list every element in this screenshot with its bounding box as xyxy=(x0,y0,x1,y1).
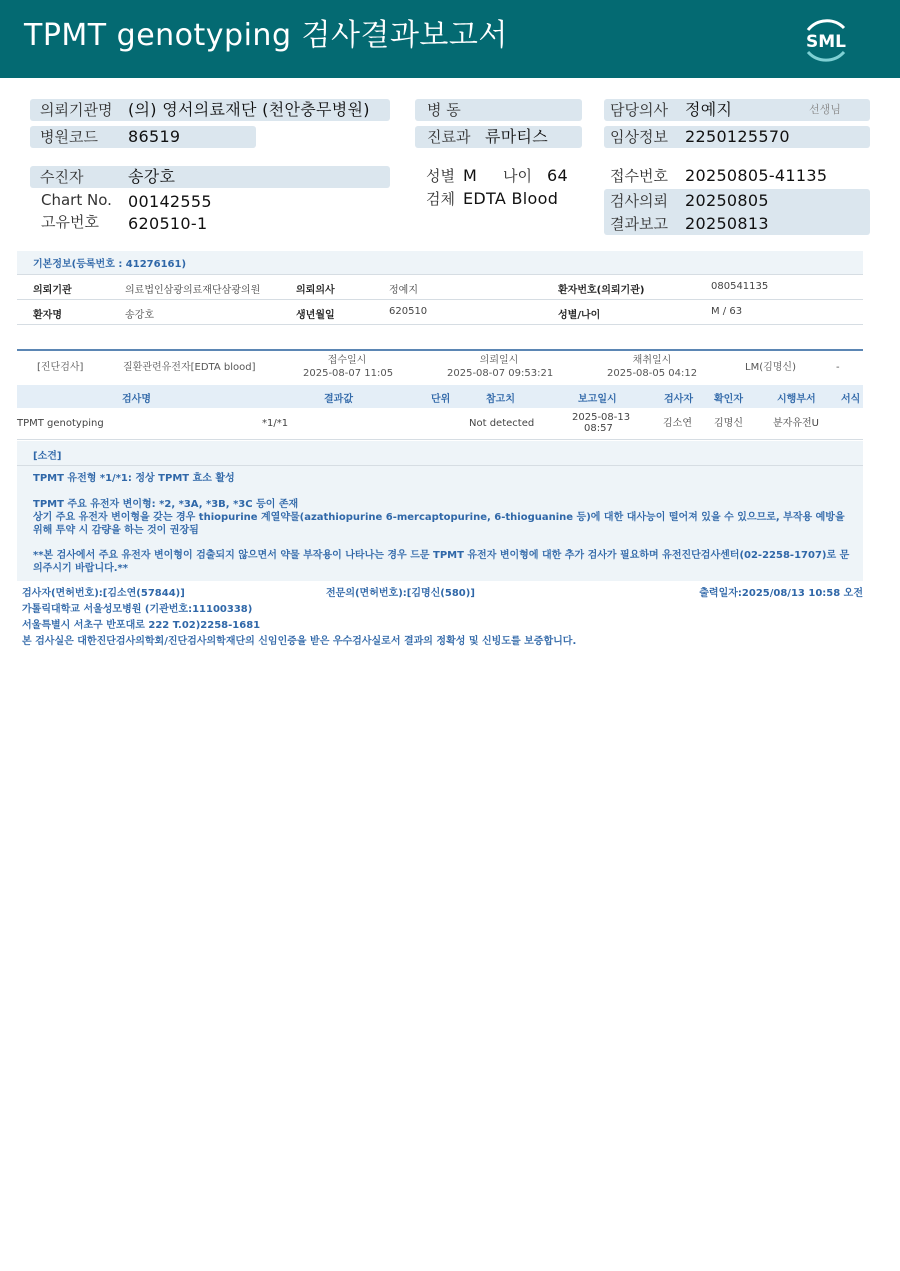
doctor-value: 정예지 xyxy=(685,100,733,119)
hospital-code-label: 병원코드 xyxy=(40,128,98,146)
patient-no-cell: 080541135 xyxy=(711,281,769,292)
age-label: 나이 xyxy=(503,167,532,185)
birth-key: 생년월일 xyxy=(296,310,335,321)
order-category: [진단검사] xyxy=(37,362,84,373)
reception-value: 20250805-41135 xyxy=(685,166,828,185)
col-report-date: 보고일시 xyxy=(578,394,617,405)
row-result: *1/*1 xyxy=(262,418,289,429)
dept-value: 류마티스 xyxy=(485,127,549,146)
patient-name-value: 송강호 xyxy=(128,167,176,186)
requested-value: 2025-08-07 09:53:21 xyxy=(447,368,554,379)
doctor-label: 담당의사 xyxy=(610,101,668,119)
basic-info-heading-bar xyxy=(17,251,863,274)
sex-label: 성별 xyxy=(426,167,455,185)
col-tester: 검사자 xyxy=(664,394,693,405)
remarks-variants: TPMT 주요 유전자 변이형: *2, *3A, *3B, *3C 등이 존재 xyxy=(33,499,299,510)
clinical-value: 2250125570 xyxy=(685,127,790,146)
remarks-genotype: TPMT 유전형 *1/*1: 정상 TPMT 효소 활성 xyxy=(33,473,235,484)
institution-value: (의) 영서의료재단 (천안충무병원) xyxy=(128,100,370,119)
basic-info-table xyxy=(17,251,863,325)
sex-age-key: 성별/나이 xyxy=(558,310,601,321)
patient-name-field xyxy=(30,166,390,188)
collected-value: 2025-08-05 04:12 xyxy=(607,368,698,379)
col-result: 결과값 xyxy=(324,394,353,405)
row-test-name: TPMT genotyping xyxy=(17,418,104,429)
sex-age-cell: M / 63 xyxy=(711,306,743,317)
patient-name-key: 환자명 xyxy=(33,310,62,321)
remarks-heading-bar xyxy=(17,441,863,466)
hospital-code-field xyxy=(30,126,256,148)
row-report-time: 08:57 xyxy=(584,423,613,434)
institution-field xyxy=(30,99,390,121)
remarks-heading: [소견] xyxy=(33,451,62,462)
hospital-address: 서울특별시 서초구 반포대로 222 T.02)2258-1681 xyxy=(22,620,261,631)
dash-value: - xyxy=(836,362,840,373)
basic-info-heading: 기본정보(등록번호 : 41276161) xyxy=(33,259,187,270)
remarks-section xyxy=(17,441,863,581)
table-row xyxy=(17,408,863,440)
unique-no-label: 고유번호 xyxy=(41,213,99,231)
specimen-value: EDTA Blood xyxy=(463,189,559,208)
patient-no-key: 환자번호(의뢰기관) xyxy=(558,285,645,296)
col-confirmer: 확인자 xyxy=(714,394,743,405)
certification-note: 본 검사실은 대한진단검사의학회/진단검사의학재단의 신임인증을 받은 우수검사실로서 결과의 정확성 및 신빙도를 보증합니다. xyxy=(22,636,577,647)
tester-license: 검사자(면허번호):[김소연(57844)] xyxy=(22,588,185,599)
clinical-field xyxy=(604,126,870,148)
clinical-label: 임상정보 xyxy=(610,128,668,146)
dept-label: 진료과 xyxy=(427,128,471,146)
col-unit: 단위 xyxy=(431,394,451,405)
lm-value: LM(김명신) xyxy=(745,362,796,373)
result-table-header xyxy=(17,385,863,408)
sml-logo-icon xyxy=(798,12,854,68)
received-value: 2025-08-07 11:05 xyxy=(303,368,394,379)
chart-no-value: 00142555 xyxy=(128,192,212,211)
remarks-followup: **본 검사에서 주요 유전자 변이형이 검출되지 않으면서 약물 부작용이 나타나는 경우 드문 TPMT 유전자 변이형에 대한 추가 검사가 필요하며 유전진단검사센터(02-2258-1707)로 문의주시기 바랍니다.** xyxy=(33,550,850,574)
age-value: 64 xyxy=(547,166,568,185)
hospital-info: 가톨릭대학교 서울성모병원 (기관번호:11100338) xyxy=(22,604,253,615)
row-report-date: 2025-08-13 xyxy=(572,412,631,423)
institution-cell: 의료법인삼광의료재단삼광의원 xyxy=(125,285,261,296)
col-department: 시행부서 xyxy=(777,394,816,405)
request-value: 20250805 xyxy=(685,191,769,210)
ward-label: 병 동 xyxy=(427,101,461,119)
order-row xyxy=(17,351,863,385)
doctor-key: 의뢰의사 xyxy=(296,285,335,296)
patient-name-cell: 송강호 xyxy=(125,310,154,321)
doctor-field xyxy=(604,99,870,121)
institution-label: 의뢰기관명 xyxy=(40,101,113,119)
row-tester: 김소연 xyxy=(663,418,692,429)
order-test-group: 질환관련유전자[EDTA blood] xyxy=(123,362,256,373)
sex-value: M xyxy=(463,166,478,185)
specimen-label: 검체 xyxy=(426,190,455,208)
reception-label: 접수번호 xyxy=(610,167,668,185)
patient-name-label: 수진자 xyxy=(40,168,84,186)
basic-info-row xyxy=(17,299,863,324)
unique-no-value: 620510-1 xyxy=(128,214,208,233)
col-test-name: 검사명 xyxy=(122,394,151,405)
received-label: 접수일시 xyxy=(327,355,367,366)
report-header xyxy=(0,0,900,78)
hospital-code-value: 86519 xyxy=(128,127,181,146)
doctor-cell: 정예지 xyxy=(389,285,418,296)
specialist-license: 전문의(면허번호):[김명신(580)] xyxy=(326,588,475,599)
request-report-field xyxy=(604,189,870,235)
col-reference: 참고치 xyxy=(486,394,515,405)
report-label: 결과보고 xyxy=(610,215,668,233)
ward-field xyxy=(415,99,582,121)
logo-text: SML xyxy=(806,32,846,52)
institution-key: 의뢰기관 xyxy=(33,285,72,296)
row-department: 분자유전U xyxy=(773,418,819,429)
chart-no-label: Chart No. xyxy=(41,191,112,209)
col-form: 서식 xyxy=(841,394,861,405)
row-reference: Not detected xyxy=(469,418,535,429)
collected-label: 채취일시 xyxy=(632,355,672,366)
doctor-suffix: 선생님 xyxy=(809,103,841,116)
requested-label: 의뢰일시 xyxy=(479,355,519,366)
print-date: 출력일자:2025/08/13 10:58 오전 xyxy=(699,588,863,599)
row-confirmer: 김명신 xyxy=(714,418,743,429)
basic-info-row xyxy=(17,274,863,299)
report-value: 20250813 xyxy=(685,214,769,233)
birth-cell: 620510 xyxy=(389,306,428,317)
divider xyxy=(17,324,863,325)
request-label: 검사의뢰 xyxy=(610,192,668,210)
dept-field xyxy=(415,126,582,148)
remarks-drug-note: 상기 주요 유전자 변이형을 갖는 경우 thiopurine 계열약물(azathiopurine 6-mercaptopurine, 6-thioguanine 등)에 대한 대사능이 떨어져 있을 수 있으므로, 부작용 예방을 위해 투약 시 감량을 하는 것이 권장됨 xyxy=(33,512,845,536)
report-title: TPMT genotyping 검사결과보고서 xyxy=(24,18,508,53)
